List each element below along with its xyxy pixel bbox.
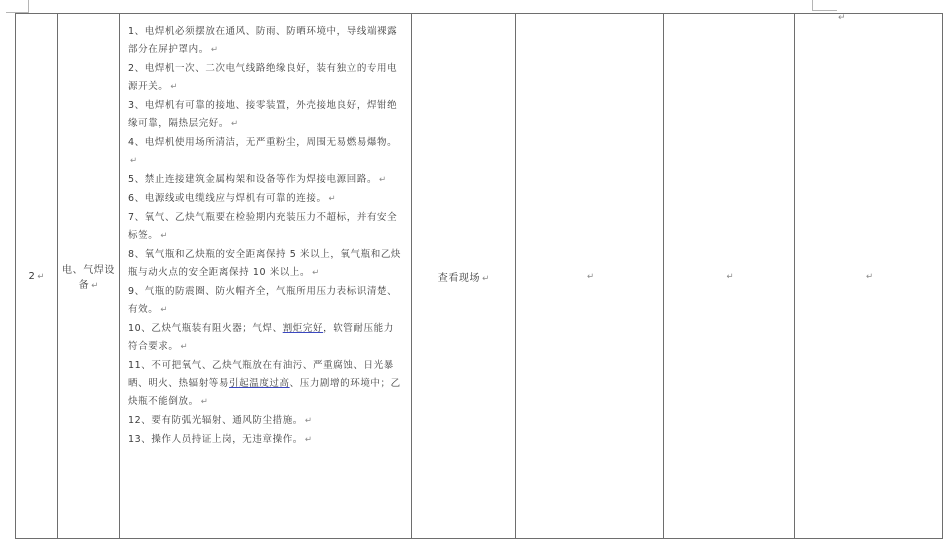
category-label: 电、气焊设备: [62, 265, 115, 291]
paragraph-mark-icon: ↵: [37, 271, 45, 282]
list-item: [128, 431, 403, 449]
index-cell: [16, 14, 58, 539]
requirement-text: 11、不可把氧气、乙炔气瓶放在有油污、严重腐蚀、日光暴晒、明火、热辐射等易: [128, 360, 394, 389]
list-item: [128, 412, 403, 430]
inspection-method: 查看现场: [437, 272, 481, 284]
requirement-text: 8、氧气瓶和乙炔瓶的安全距离保持 5 米以上，氧气瓶和乙炔瓶与动火点的安全距离保持 10 米以上。: [128, 249, 402, 278]
table-row: [16, 14, 943, 539]
paragraph-mark-icon: ↵: [865, 271, 874, 282]
requirement-text: 7、氧气、乙炔气瓶要在检验期内充装压力不超标，并有安全标签。: [128, 212, 398, 241]
page-corner-mark-right: [812, 0, 837, 11]
list-item: [128, 60, 403, 96]
row-index: 2: [28, 270, 36, 282]
paragraph-mark-icon: ↵: [379, 175, 387, 185]
paragraph-mark-icon: ↵: [312, 268, 320, 278]
requirement-text: 、压力剧增的环境中；乙炔瓶不能倒放。: [128, 378, 401, 407]
underlined-text: 割炬完好: [282, 323, 324, 334]
requirement-text: 4、电焊机使用场所清洁，无严重粉尘，周围无易燃易爆物。: [128, 137, 398, 148]
list-item: [128, 171, 403, 189]
paragraph-mark-icon: ↵: [482, 273, 490, 284]
requirement-text: 10、乙炔气瓶装有阻火器；气焊、: [128, 323, 283, 334]
paragraph-mark-icon: ↵: [170, 82, 179, 92]
list-item: [128, 97, 403, 133]
paragraph-mark-icon: ↵: [231, 119, 239, 129]
paragraph-mark-icon: ↵: [304, 435, 313, 445]
list-item: [128, 320, 403, 356]
requirement-text: 2、电焊机一次、二次电气线路绝缘良好，装有独立的专用电源开关。: [128, 63, 398, 92]
list-item: [128, 357, 403, 411]
list-item: [128, 134, 403, 170]
paragraph-mark-icon: ↵: [210, 45, 219, 55]
list-item: [128, 209, 403, 245]
inspection-table: [15, 13, 943, 539]
requirement-text: 9、气瓶的防震圈、防火帽齐全，气瓶所用压力表标识清楚、有效。: [128, 286, 398, 315]
paragraph-mark-icon: ↵: [586, 271, 595, 282]
paragraph-mark-icon: ↵: [726, 271, 734, 282]
list-item: [128, 246, 403, 282]
requirement-text: 12、要有防弧光辐射、通风防尘措施。: [128, 415, 303, 426]
requirement-text: 13、操作人员持证上岗，无违章操作。: [128, 434, 303, 445]
underlined-text: 引起温度过高: [229, 378, 290, 389]
empty-cell-2: [664, 14, 795, 539]
category-cell: [58, 14, 120, 539]
paragraph-mark-icon: ↵: [180, 342, 189, 352]
paragraph-mark-icon: ↵: [160, 231, 169, 241]
list-item: [128, 23, 403, 59]
requirement-text: 6、电源线或电缆线应与焊机有可靠的连接。: [128, 193, 327, 204]
requirements-cell: [120, 14, 412, 539]
empty-cell-1: [516, 14, 664, 539]
paragraph-mark-icon: ↵: [200, 397, 209, 407]
list-item: [128, 283, 403, 319]
requirement-text: ，软管耐压能力符合要求。: [128, 323, 394, 352]
requirement-text: 5、禁止连接建筑金属构架和设备等作为焊接电源回路。: [128, 174, 378, 185]
empty-cell-3: [795, 14, 943, 539]
paragraph-mark-icon: ↵: [91, 281, 99, 291]
requirement-text: 3、电焊机有可靠的接地、接零装置，外壳接地良好，焊钳绝缘可靠，隔热层完好。: [128, 100, 398, 129]
requirements-list: [128, 23, 403, 449]
requirement-text: 1、电焊机必须摆放在通风、防雨、防晒环境中，导线端裸露部分在屏护罩内。: [128, 26, 398, 55]
paragraph-mark-icon: ↵: [328, 194, 337, 204]
page-corner-mark-left: [6, 0, 29, 13]
list-item: [128, 190, 403, 208]
paragraph-mark-icon: ↵: [304, 416, 313, 426]
paragraph-mark-icon: ↵: [160, 305, 169, 315]
paragraph-mark-icon: ↵: [130, 156, 138, 166]
method-cell: [412, 14, 516, 539]
end-paragraph-mark-icon: ↵: [838, 13, 846, 23]
